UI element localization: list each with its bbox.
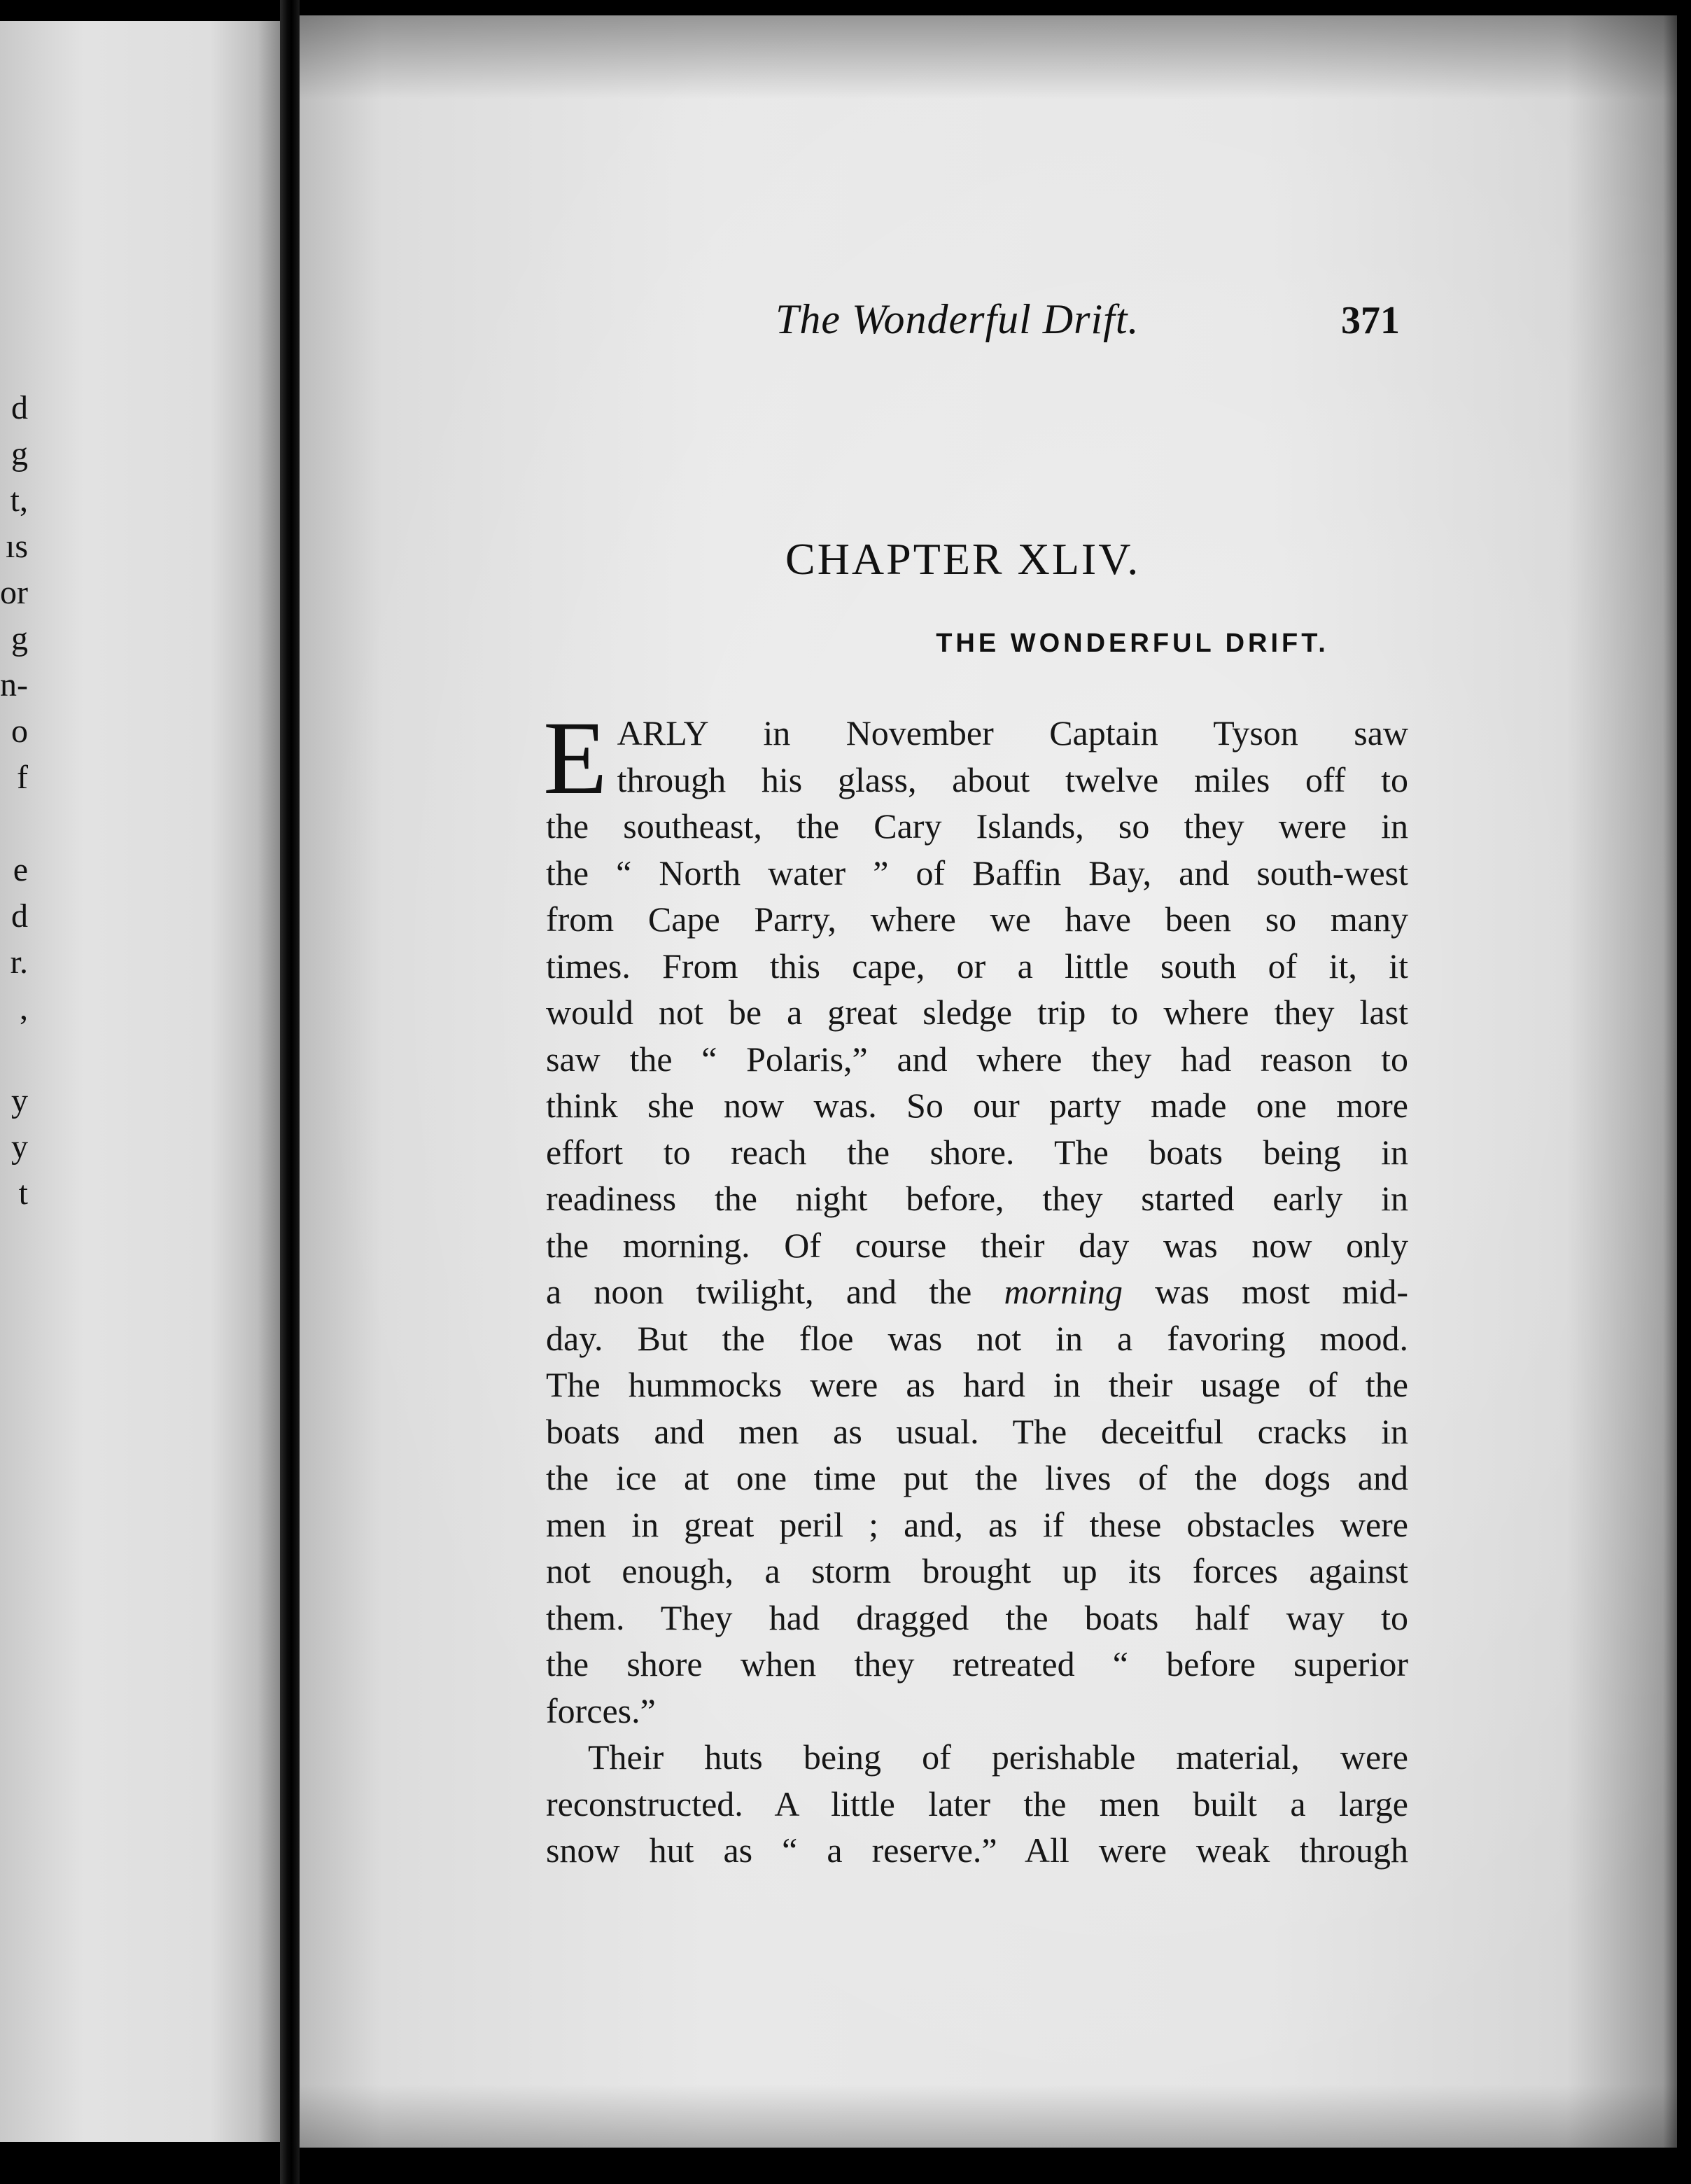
text-line: the southeast, the Cary Islands, so they were in <box>546 806 1408 846</box>
text-line: think she now was. So our party made one more <box>546 1086 1408 1125</box>
text-line: forces.” <box>546 1690 656 1730</box>
text-line: times. From this cape, or a little south of it, it <box>546 946 1408 986</box>
left-edge-fragment: n- <box>0 666 28 704</box>
running-title: The Wonderful Drift. <box>776 296 1139 342</box>
page-number: 371 <box>1341 299 1400 342</box>
text-line: the shore when they retreated “ before superior <box>546 1644 1408 1684</box>
left-edge-fragment: d <box>11 897 28 934</box>
left-edge-fragment: ıs <box>5 528 28 565</box>
chapter-body <box>543 700 1408 1874</box>
text-run: was most mid- <box>1122 1272 1408 1311</box>
text-line: the ice at one time put the lives of the dogs and <box>546 1458 1408 1497</box>
chapter-heading-text: CHAPTER XLIV. <box>785 534 1141 584</box>
book-spine <box>280 0 300 2184</box>
text-line: readiness the night before, they started early in <box>546 1179 1408 1218</box>
previous-page-edge <box>0 21 280 2142</box>
left-edge-fragment: r. <box>10 944 28 981</box>
left-edge-fragment <box>0 801 28 847</box>
text-line: would not be a great sledge trip to where they last <box>546 993 1408 1032</box>
text-line: men in great peril ; and, as if these obstacles were <box>546 1504 1408 1544</box>
text-line <box>546 1268 1408 1315</box>
text-line: effort to reach the shore. The boats being in <box>546 1132 1408 1172</box>
text-line: Their huts being of perishable material, were <box>588 1737 1408 1777</box>
left-edge-fragment: t <box>18 1175 28 1212</box>
left-edge-fragment: t, <box>10 482 28 519</box>
left-edge-fragment: g <box>11 620 28 657</box>
paragraph-2 <box>546 1734 1408 1874</box>
paragraph-1 <box>546 710 1408 1734</box>
text-line: them. They had dragged the boats half way to <box>546 1597 1408 1637</box>
text-line: reconstructed. A little later the men built a large <box>546 1784 1408 1823</box>
left-edge-fragment: g <box>11 435 28 472</box>
book-page <box>300 15 1677 2148</box>
text-line: the “ North water ” of Baffin Bay, and south-west <box>546 853 1408 892</box>
text-line: boats and men as usual. The deceitful cracks in <box>546 1411 1408 1451</box>
left-edge-fragment: y <box>11 1128 28 1166</box>
text-line: The hummocks were as hard in their usage of the <box>546 1365 1408 1404</box>
left-edge-fragment: e <box>13 851 28 888</box>
text-line: saw the “ Polaris,” and where they had reason to <box>546 1039 1408 1079</box>
left-edge-fragment <box>0 1032 28 1078</box>
left-edge-fragment: o <box>11 713 28 750</box>
left-edge-fragment: d <box>11 389 28 426</box>
chapter-title: THE WONDERFUL DRIFT. <box>936 629 1329 658</box>
text-line: from Cape Parry, where we have been so many <box>546 899 1408 939</box>
left-edge-fragment: or <box>0 574 28 611</box>
left-edge-fragment: , <box>20 990 28 1027</box>
chapter-heading <box>785 533 1140 585</box>
text-run: a noon twilight, and the <box>546 1272 1004 1311</box>
text-line: the morning. Of course their day was now only <box>546 1225 1408 1265</box>
text-line: not enough, a storm brought up its forces against <box>546 1551 1408 1590</box>
text-line: through his glass, about twelve miles off to <box>617 760 1408 799</box>
drop-cap: E <box>543 700 608 816</box>
left-edge-fragment: y <box>11 1082 28 1119</box>
text-line: day. But the floe was not in a favoring mood. <box>546 1318 1408 1358</box>
italic-word: morning <box>1004 1272 1123 1311</box>
text-line: ARLY in November Captain Tyson saw <box>617 713 1408 752</box>
text-line: snow hut as “ a reserve.” All were weak through <box>546 1830 1408 1870</box>
left-edge-fragment: f <box>17 759 28 796</box>
previous-page-text-fragments <box>0 385 28 1217</box>
